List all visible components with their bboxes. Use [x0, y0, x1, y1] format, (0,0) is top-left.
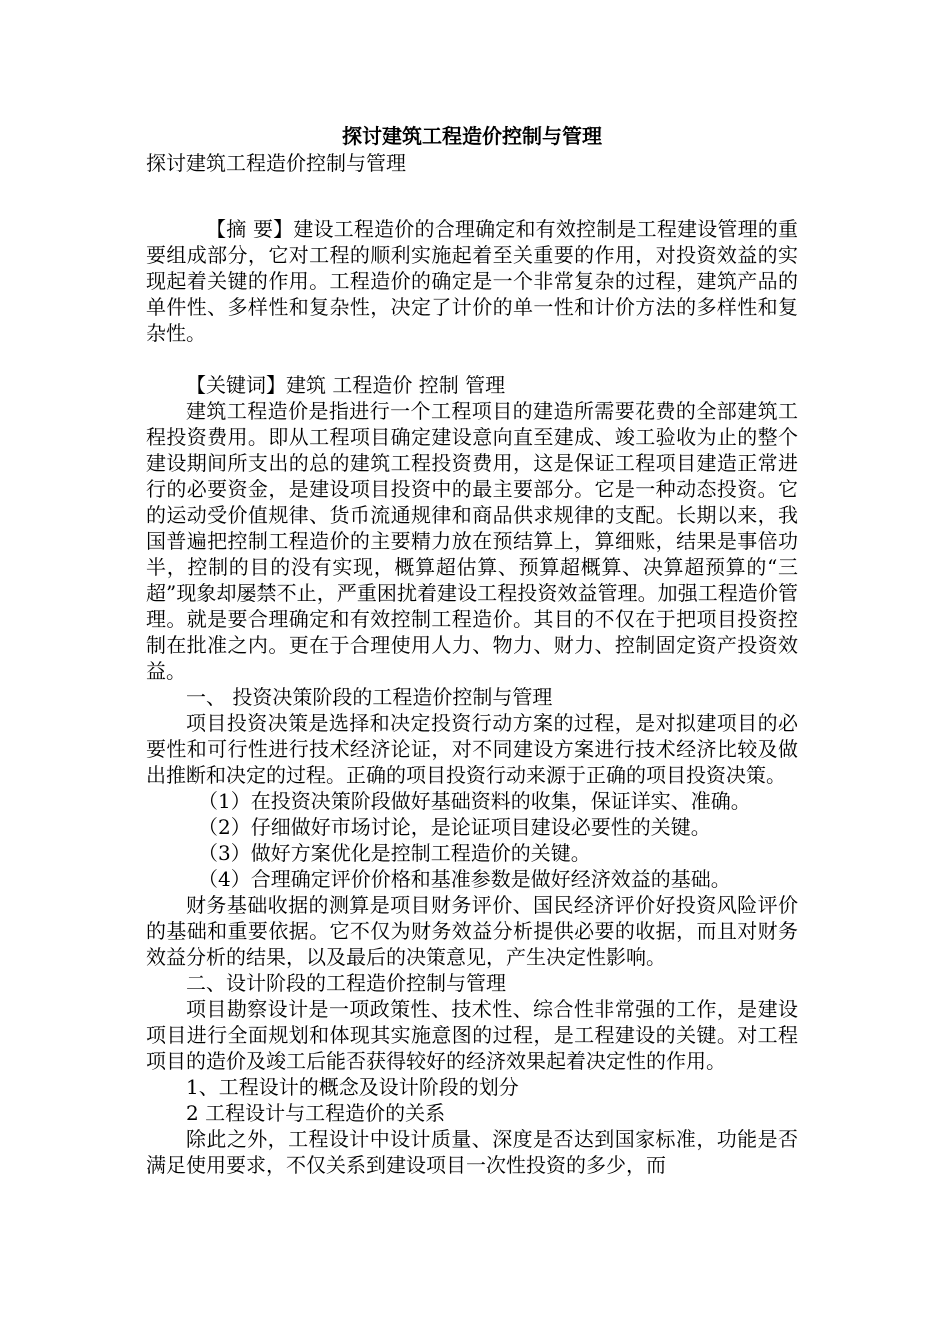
list-item-4: （4）合理确定评价价格和基准参数是做好经济效益的基础。 — [198, 867, 731, 891]
body-paragraph-5: 除此之外，工程设计中设计质量、深度是否达到国家标准，功能是否满足使用要求，不仅关系到建设项目一次性投资的多少，而 — [146, 1127, 798, 1177]
subsection-heading-2: 2 工程设计与工程造价的关系 — [186, 1101, 446, 1125]
body-paragraph-1: 建筑工程造价是指进行一个工程项目的建造所需要花费的全部建筑工程投资费用。即从工程项目确定建设意向直至建成、竣工验收为止的整个建设期间所支出的总的建筑工程投资费用，这是保证工程项目建造正常进行的必要资金，是建设项目投资中的最主要部分。它是一种动态投资。它的运动受价值规律、货币流通规律和商品供求规律的支配。长期以来，我国普遍把控制工程造价的主要精力放在预结算上，算细账，结果是事倍功半，控制的目的没有实现，概算超估算、预算超概算、决算超预算的“三超”现象却屡禁不止，严重困扰着建设工程投资效益管理。加强工程造价管理。就是要合理确定和有效控制工程造价。其目的不仅在于把项目投资控制在批准之内。更在于合理使用人力、物力、财力、控制固定资产投资效益。 — [146, 399, 798, 683]
list-item-3: （3）做好方案优化是控制工程造价的关键。 — [198, 841, 591, 865]
document-subtitle: 探讨建筑工程造价控制与管理 — [146, 151, 406, 175]
document-page — [146, 122, 798, 1178]
spacer — [146, 346, 798, 372]
document-title: 探讨建筑工程造价控制与管理 — [342, 124, 602, 148]
section-heading-2: 二、设计阶段的工程造价控制与管理 — [186, 971, 506, 995]
list-item-2: （2）仔细做好市场讨论，是论证项目建设必要性的关键。 — [198, 815, 711, 839]
body-paragraph-2: 项目投资决策是选择和决定投资行动方案的过程，是对拟建项目的必要性和可行性进行技术经济论证，对不同建设方案进行技术经济比较及做出推断和决定的过程。正确的项目投资行动来源于正确的项目投资决策。 — [146, 711, 798, 787]
abstract-paragraph: 【摘 要】建设工程造价的合理确定和有效控制是工程建设管理的重要组成部分，它对工程的顺利实施起着至关重要的作用，对投资效益的实现起着关键的作用。工程造价的确定是一个非常复杂的过程，建筑产品的单件性、多样性和复杂性，决定了计价的单一性和计价方法的多样性和复杂性。 — [146, 217, 798, 345]
spacer — [146, 176, 798, 202]
section-heading-1: 一、 投资决策阶段的工程造价控制与管理 — [186, 685, 553, 709]
list-item-1: （1）在投资决策阶段做好基础资料的收集，保证详实、准确。 — [198, 789, 751, 813]
subsection-heading-1: 1、工程设计的概念及设计阶段的划分 — [186, 1075, 519, 1099]
body-paragraph-3: 财务基础收据的测算是项目财务评价、国民经济评价好投资风险评价的基础和重要依据。它不仅为财务效益分析提供必要的收据，而且对财务效益分析的结果，以及最后的决策意见，产生决定性影响。 — [146, 893, 798, 969]
body-paragraph-4: 项目勘察设计是一项政策性、技术性、综合性非常强的工作，是建设项目进行全面规划和体现其实施意图的过程，是工程建设的关键。对工程项目的造价及竣工后能否获得较好的经济效果起着决定性的作用。 — [146, 997, 798, 1073]
keywords-line: 【关键词】建筑 工程造价 控制 管理 — [186, 373, 506, 397]
